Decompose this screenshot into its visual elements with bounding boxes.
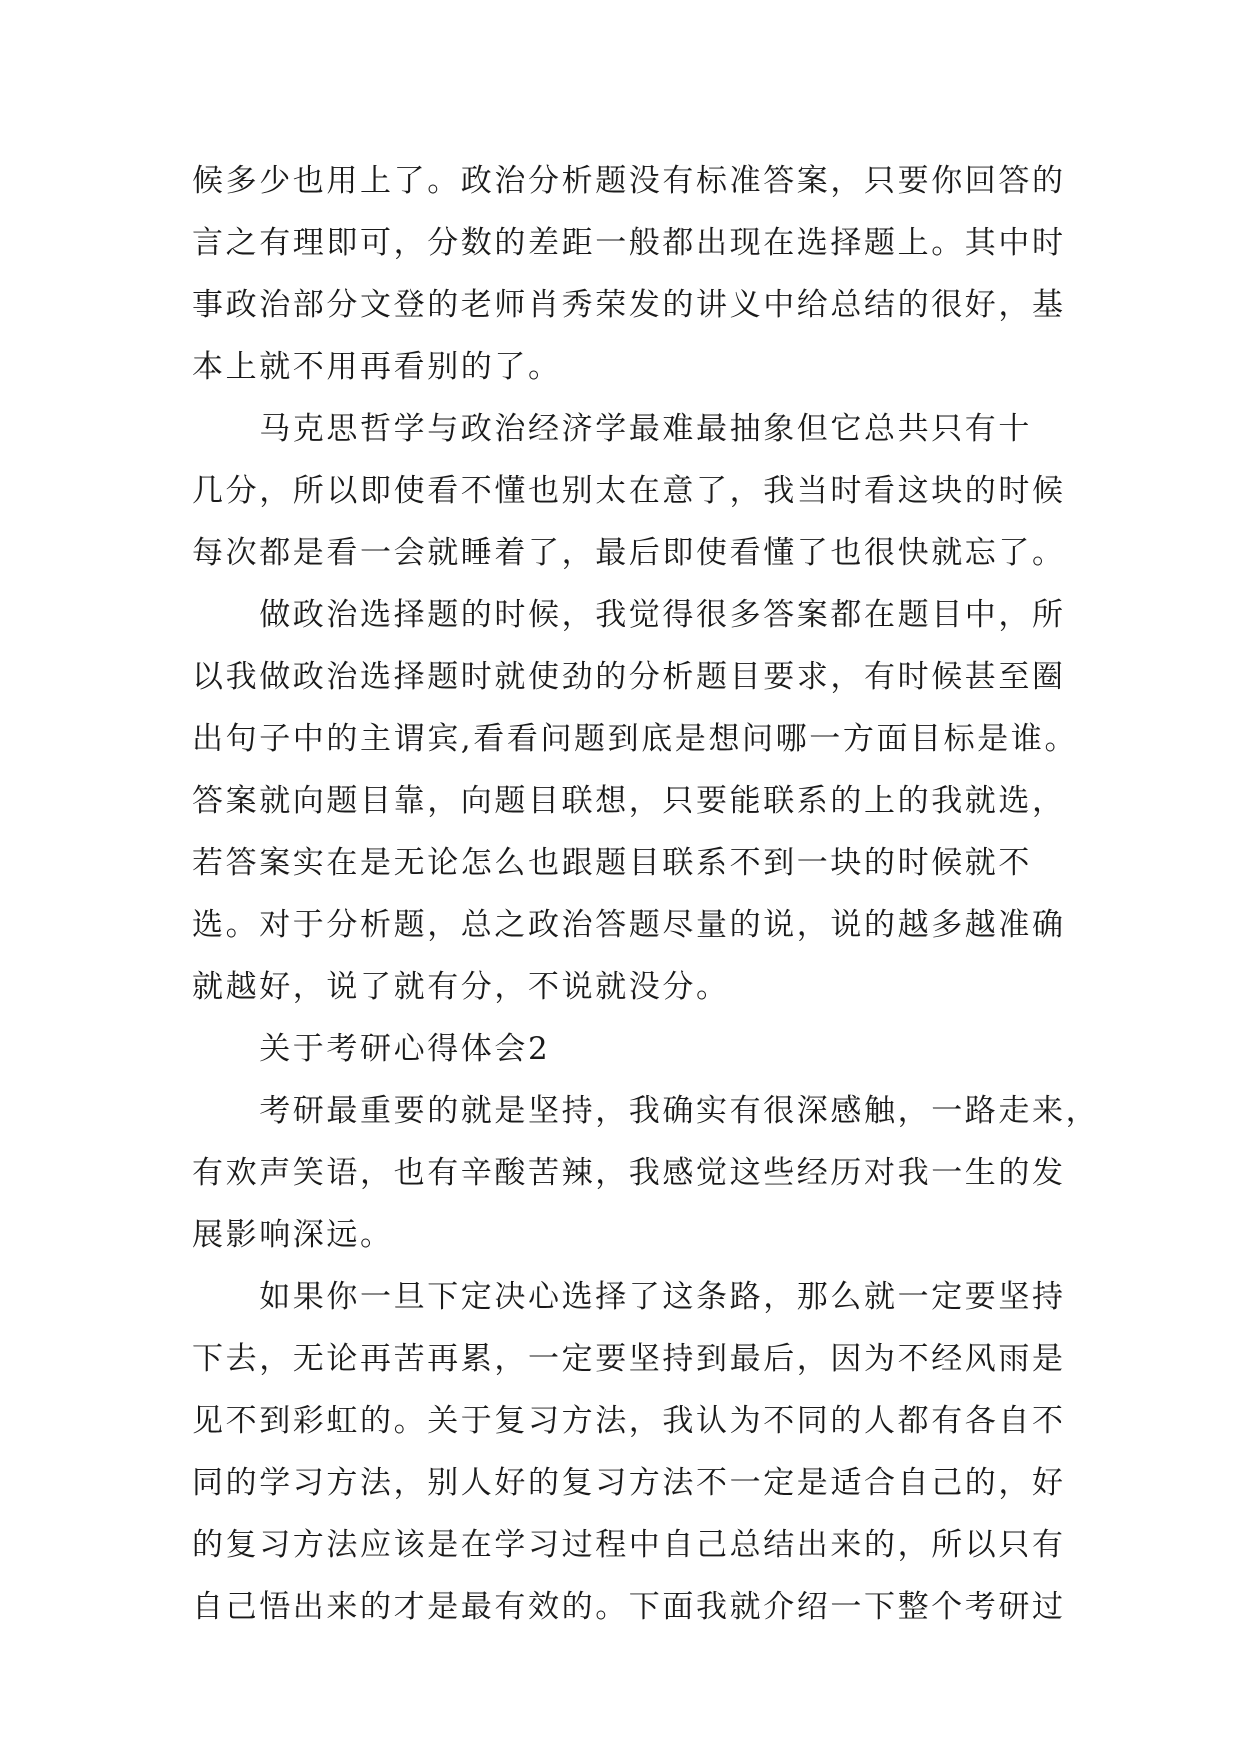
- text-line: 每次都是看一会就睡着了，最后即使看懂了也很快就忘了。: [192, 535, 1066, 571]
- text-line: 事政治部分文登的老师肖秀荣发的讲义中给总结的很好，基: [192, 287, 1066, 323]
- text-line: 马克思哲学与政治经济学最难最抽象但它总共只有十: [192, 411, 1032, 447]
- text-line: 答案就向题目靠，向题目联想，只要能联系的上的我就选，: [192, 783, 1066, 819]
- text-line: 就越好，说了就有分，不说就没分。: [192, 969, 730, 1005]
- text-line: 以我做政治选择题时就使劲的分析题目要求，有时候甚至圈: [192, 659, 1066, 695]
- text-line: 下去，无论再苦再累，一定要坚持到最后，因为不经风雨是: [192, 1341, 1066, 1377]
- text-line: 出句子中的主谓宾,看看问题到底是想问哪一方面目标是谁。: [192, 721, 1079, 757]
- text-line: 做政治选择题的时候，我觉得很多答案都在题目中，所: [192, 597, 1066, 633]
- text-line: 同的学习方法，别人好的复习方法不一定是适合自己的，好: [192, 1465, 1066, 1501]
- text-line: 的复习方法应该是在学习过程中自己总结出来的，所以只有: [192, 1527, 1066, 1563]
- text-line: 若答案实在是无论怎么也跟题目联系不到一块的时候就不: [192, 845, 1032, 881]
- text-line: 言之有理即可，分数的差距一般都出现在选择题上。其中时: [192, 225, 1066, 261]
- text-line: 本上就不用再看别的了。: [192, 349, 562, 385]
- document-body: [192, 150, 1100, 1638]
- text-line: 自己悟出来的才是最有效的。下面我就介绍一下整个考研过: [192, 1589, 1066, 1625]
- text-line: 展影响深远。: [192, 1217, 394, 1253]
- text-line: 候多少也用上了。政治分析题没有标准答案，只要你回答的: [192, 163, 1066, 199]
- text-line: 考研最重要的就是坚持，我确实有很深感触，一路走来，: [192, 1093, 1100, 1129]
- text-line: 如果你一旦下定决心选择了这条路，那么就一定要坚持: [192, 1279, 1066, 1315]
- text-line: 见不到彩虹的。关于复习方法，我认为不同的人都有各自不: [192, 1403, 1066, 1439]
- section-heading: 关于考研心得体会2: [192, 1031, 551, 1067]
- text-line: 选。对于分析题，总之政治答题尽量的说，说的越多越准确: [192, 907, 1066, 943]
- text-line: 几分，所以即使看不懂也别太在意了，我当时看这块的时候: [192, 473, 1066, 509]
- text-line: 有欢声笑语，也有辛酸苦辣，我感觉这些经历对我一生的发: [192, 1155, 1066, 1191]
